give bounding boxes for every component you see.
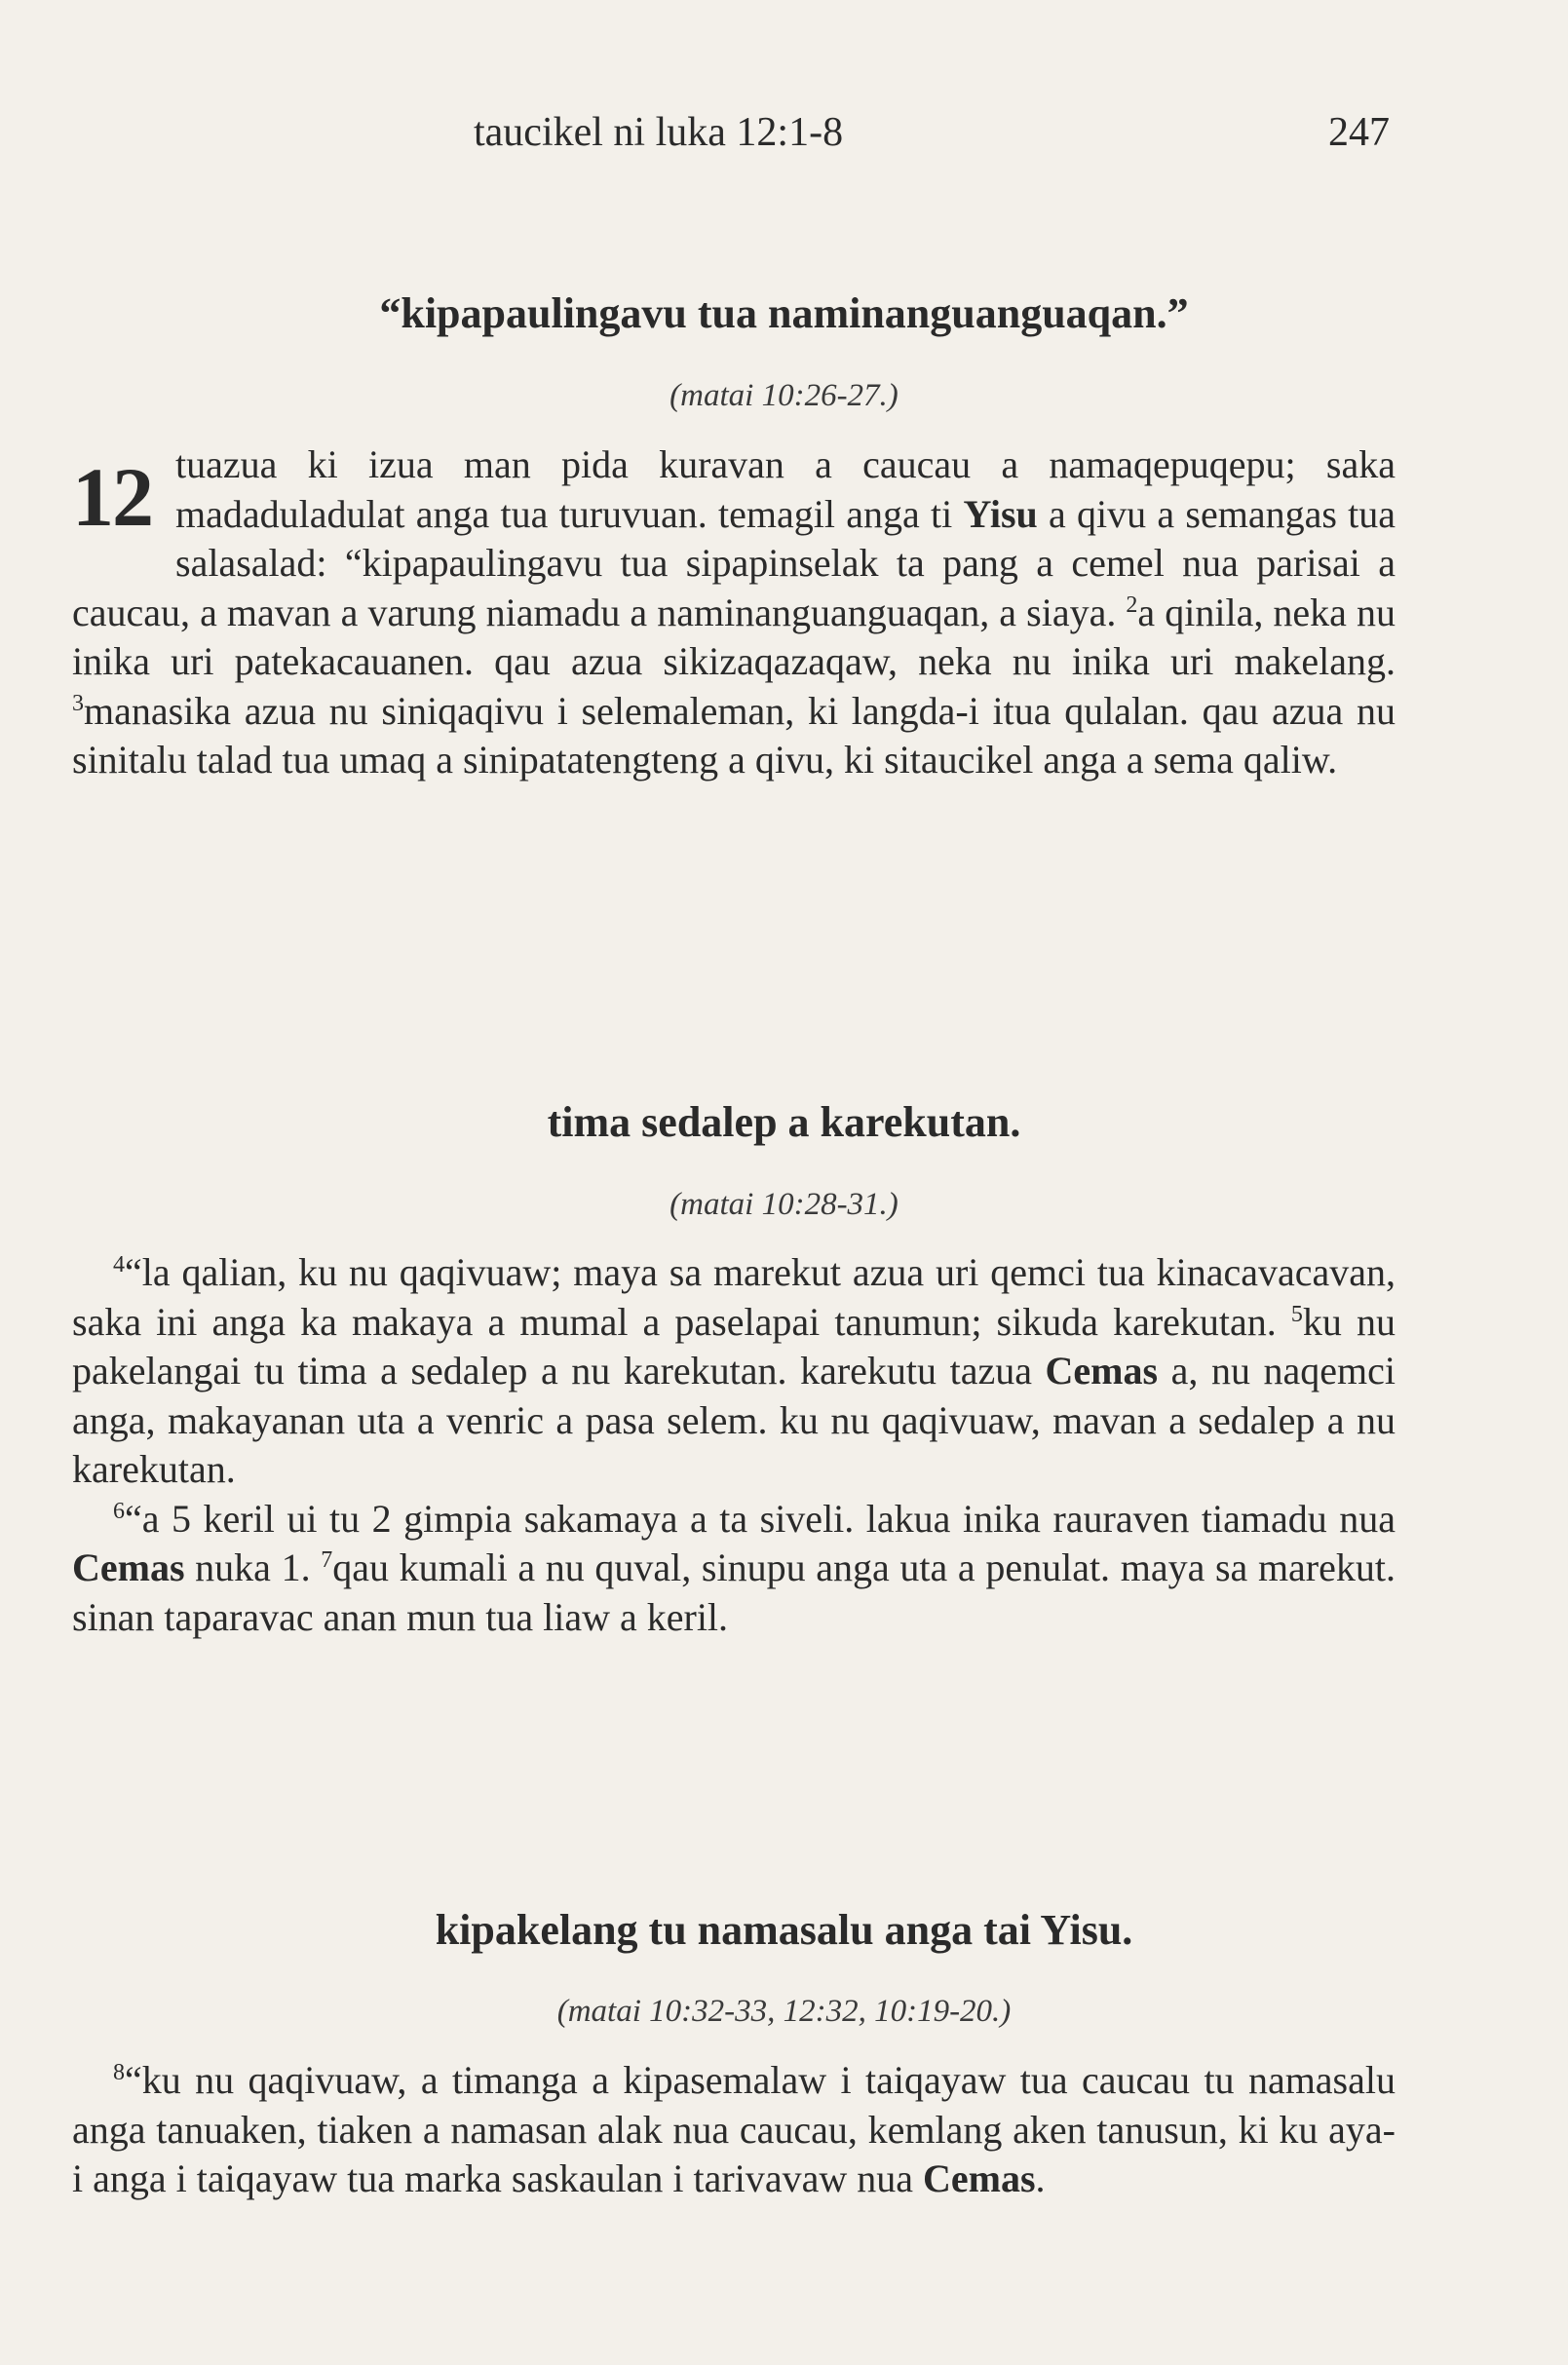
verse-number: 7 (321, 1547, 333, 1573)
cross-reference: (matai 10:28-31.) (669, 1187, 899, 1222)
section-3-text-block (72, 2056, 1396, 2204)
verse-number: 2 (1126, 591, 1138, 618)
name-cemas: Cemas (923, 2156, 1036, 2200)
verse-8-text-cont: . (1035, 2156, 1046, 2200)
verse-5-text: ku nu pakelangai tu tima a sedalep a nu karekutan. karekutu tazua (72, 1299, 1396, 1392)
section-heading: kipakelang tu namasalu anga tai Yisu. (435, 1906, 1133, 1954)
verse-5-text-cont: a, nu naqemci anga, makayanan uta a venric a pasa selem. ku nu qaqivuaw, mavan a sedalep a nu karekutan. (72, 1349, 1396, 1491)
section-heading: tima sedalep a karekutan. (547, 1098, 1021, 1146)
verse-number: 4 (113, 1252, 125, 1278)
name-cemas: Cemas (72, 1545, 185, 1589)
verse-2-text: a qinila, neka nu inika uri patekacauanen. qau azua sikizaqazaqaw, neka nu inika uri makelang. (72, 590, 1396, 683)
verse-1-text: tuazua ki izua man pida kuravan a caucau a namaqepuqepu; saka madaduladulat anga tua turuvuan. temagil anga ti (175, 442, 1396, 536)
verse-number: 3 (72, 690, 84, 716)
section-2-text-block (72, 1248, 1396, 1642)
verse-number: 5 (1290, 1301, 1303, 1327)
verse-1-text-cont: a qivu a semangas tua salasalad: “kipapaulingavu tua sipapinselak ta pang a cemel nua parisai a caucau, a mavan a varung niamadu a naminanguanguaqan, a siaya. (72, 491, 1396, 634)
verse-number: 8 (113, 2060, 125, 2085)
name-yisu: Yisu (963, 491, 1038, 536)
verse-4-text: “la qalian, ku nu qaqivuaw; maya sa marekut azua uri qemci tua kinacavacavan, saka ini anga ka makaya a mumal a paselapai tanumun; sikuda karekutan. (72, 1250, 1396, 1344)
name-cemas: Cemas (1045, 1349, 1159, 1392)
verse-3-text: manasika azua nu siniqaqivu i selemaleman, ki langda-i itua qulalan. qau azua nu sinitalu talad tua umaq a sinipatatengteng a qivu, ki sitaucikel anga a sema qaliw. (72, 688, 1396, 782)
verse-6-text-cont: nuka 1. (184, 1545, 322, 1589)
page-number: 247 (1328, 110, 1390, 155)
cross-reference: (matai 10:26-27.) (669, 378, 899, 413)
verse-8-text: “ku nu qaqivuaw, a timanga a kipasemalaw i taiqayaw tua caucau tu namasalu anga tanuaken, tiaken a namasan alak nua caucau, kemlang aken tanusun, ki ku aya-i anga i taiqayaw tua marka saskaulan i tarivavaw nua (72, 2058, 1396, 2200)
cross-reference: (matai 10:32-33, 12:32, 10:19-20.) (556, 1994, 1012, 2029)
verse-6-text: “a 5 keril ui tu 2 gimpia sakamaya a ta siveli. lakua inika rauraven tiamadu nua (125, 1496, 1396, 1541)
chapter-text-block (72, 440, 1396, 785)
running-header (0, 109, 1568, 168)
verse-number: 6 (113, 1498, 125, 1524)
running-title: taucikel ni luka 12:1-8 (474, 110, 844, 155)
verse-7-text: qau kumali a nu quval, sinupu anga uta a penulat. maya sa marekut. sinan taparavac anan mun tua liaw a keril. (72, 1545, 1396, 1639)
section-heading: “kipapaulingavu tua naminanguanguaqan.” (379, 289, 1189, 337)
chapter-number: 12 (72, 450, 152, 544)
